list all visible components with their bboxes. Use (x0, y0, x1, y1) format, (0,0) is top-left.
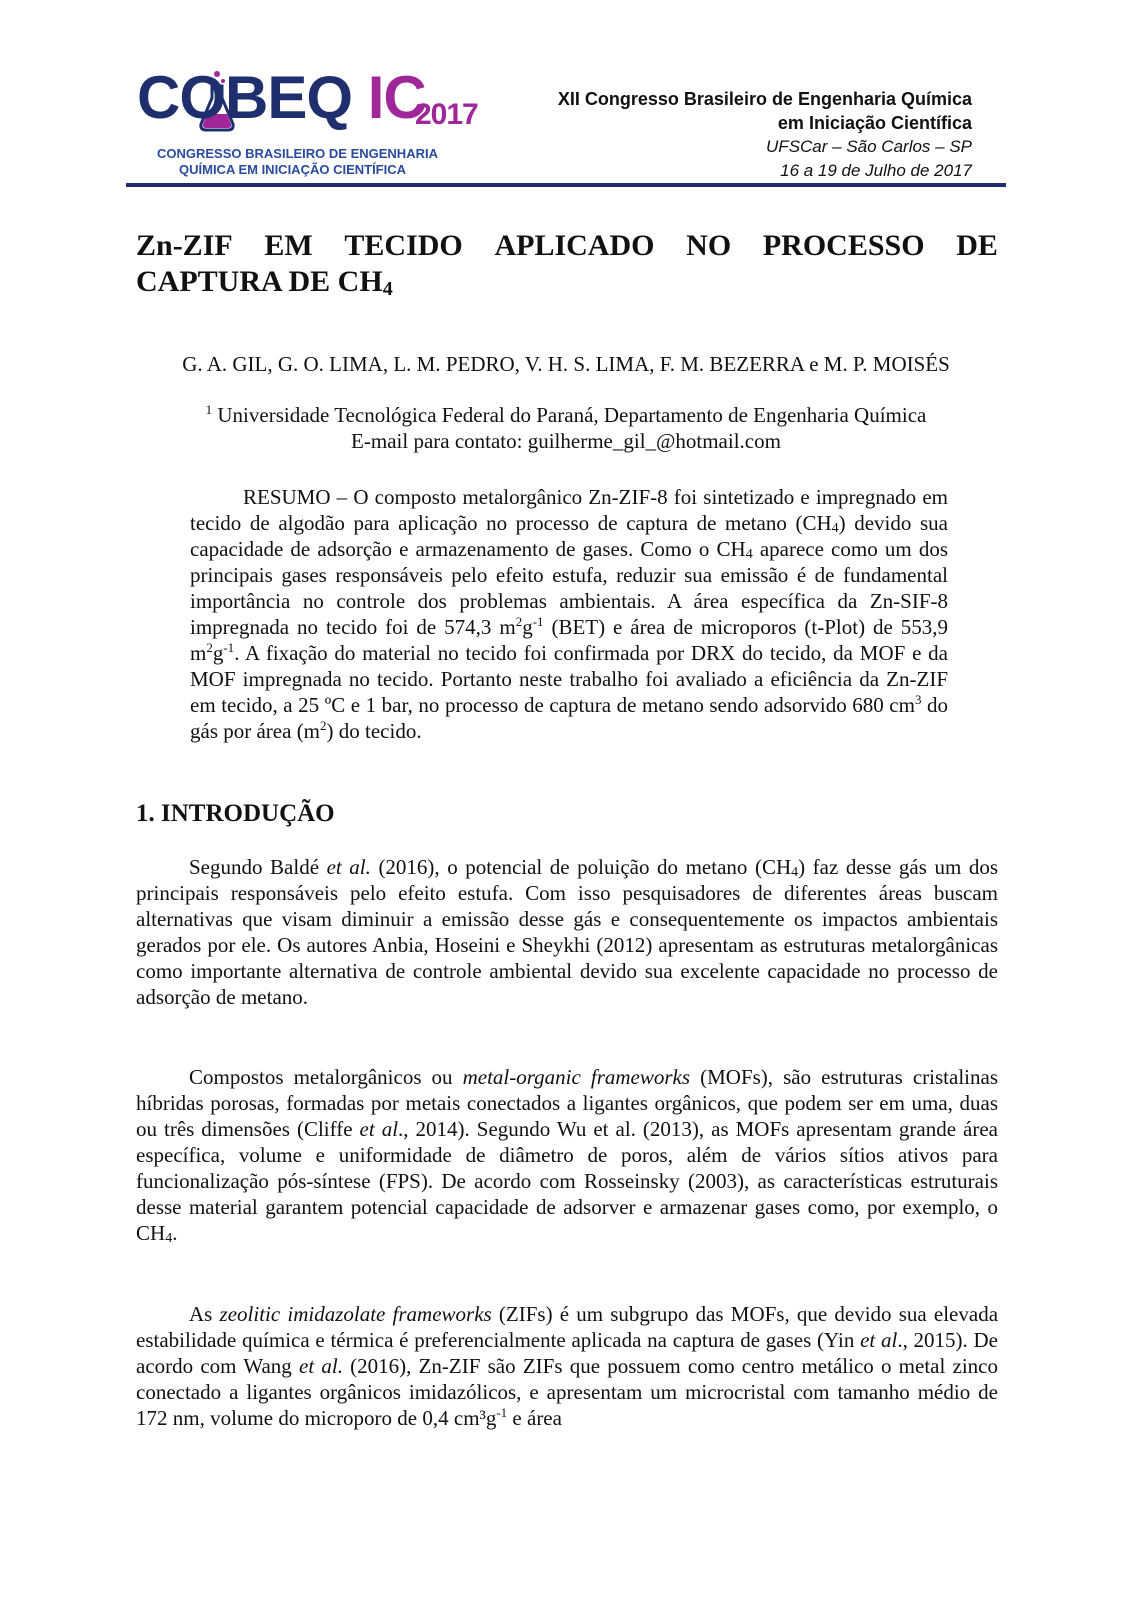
citation-italic: et al. (299, 1354, 343, 1378)
conference-name-line2: em Iniciação Científica (777, 113, 972, 133)
paper-title (136, 228, 998, 300)
header-divider (126, 183, 1006, 187)
superscript: -1 (532, 614, 544, 629)
term-italic: metal-organic frameworks (462, 1065, 691, 1089)
title-word: NO (686, 229, 732, 262)
abstract-text: (BET) e área de microporos (t-Plot) de 553,9 m (190, 615, 948, 665)
logo-word-c: IC (367, 64, 426, 131)
logo-wordmark (137, 64, 426, 131)
paragraph-text: ., 2015). De acordo com Wang (136, 1328, 999, 1378)
logo-tagline-1: CONGRESSO BRASILEIRO DE ENGENHARIA (157, 146, 438, 161)
logo-year: 2017 (415, 98, 478, 131)
superscript: -1 (496, 1405, 508, 1420)
superscript: -1 (223, 640, 235, 655)
paragraph-text: As (189, 1302, 220, 1326)
paragraph-text: . (172, 1221, 178, 1245)
paragraph-text: ) faz desse gás um dos principais responsáveis pelo efeito estufa. Com isso pesquisadores de diferentes áreas buscam alternativas que visam diminuir a emissão desse gás e consequentemente os impactos ambientais gerados por ele. Os autores Anbia, Hoseini e Sheykhi (2012) apresentam as estruturas metalorgânicas como importante alternativa de controle ambiental devido sua excelente capacidade no processo de adsorção de metano. (136, 855, 998, 1009)
title-word: EM (264, 229, 313, 262)
superscript: 2 (320, 718, 327, 733)
affiliation-institution: Universidade Tecnológica Federal do Paraná, Departamento de Engenharia Química (217, 403, 927, 427)
citation-italic: et al. (326, 855, 371, 879)
paragraph-text: ., 2014). Segundo Wu et al. (2013), as MOFs apresentam grande área específica, volume e uniformidade de diâmetro de poros, além de vários sítios ativos para funcionalização pós-síntese (FPS). De acordo com Rosseinsky (2003), as características estruturais desse material garantem potencial capacidade de adsorver e armazenar gases como, por exemplo, o CH (136, 1117, 998, 1245)
paragraph-text: Segundo Baldé (189, 855, 327, 879)
cobeq-logo (137, 64, 478, 180)
citation-italic: et al (359, 1117, 399, 1141)
paragraph-text: (2016), Zn-ZIF são ZIFs que possuem como centro metálico o metal zinco conectado a ligantes orgânicos imidazólicos, e apresentam um microcristal com tamanho médio de 172 nm, volume do microporo de 0,4 cm³g (136, 1354, 999, 1430)
abstract-text: aparece como um dos principais gases responsáveis pelo efeito estufa, reduzir sua emissão é de fundamental importância no controle dos problemas ambientais. A área específica da Zn-SIF-8 impregnada no tecido foi de 574,3 m (190, 537, 948, 639)
title-word: APLICADO (494, 229, 655, 262)
section-heading: 1. INTRODUÇÃO (136, 800, 335, 827)
title-word: PROCESSO (762, 229, 925, 262)
title-line-1 (136, 228, 998, 264)
logo-word-a: CO (137, 64, 225, 131)
conference-info (558, 87, 972, 183)
abstract-text: do gás por área (m (190, 693, 949, 743)
subscript: 4 (165, 1231, 173, 1246)
subscript: 4 (745, 547, 753, 562)
citation-italic: et al (860, 1328, 898, 1352)
title-line-2 (136, 264, 998, 300)
title-word: Zn-ZIF (136, 229, 233, 262)
superscript: 2 (515, 614, 523, 629)
paragraph-text: (2016), o potencial de poluição do metano (CH (370, 855, 792, 879)
conference-name-line1: XII Congresso Brasileiro de Engenharia Química (557, 89, 972, 109)
subscript: 4 (791, 865, 799, 880)
abstract (190, 484, 948, 744)
title-line-2-text: CAPTURA DE CH (136, 265, 383, 298)
title-word: DE (956, 229, 998, 262)
conference-location: UFSCar – São Carlos – SP (766, 137, 972, 156)
logo-word-b: BEQ (225, 64, 353, 131)
conference-dates: 16 a 19 de Julho de 2017 (780, 161, 972, 180)
logo-tagline-2: QUÍMICA EM INICIAÇÃO CIENTÍFICA (179, 162, 407, 177)
subscript: 4 (831, 521, 839, 536)
abstract-text: g (522, 615, 533, 639)
superscript: 2 (206, 640, 213, 655)
paragraph-text: Compostos metalorgânicos ou (189, 1065, 463, 1089)
paragraph-text: (MOFs), são estruturas cristalinas híbridas porosas, formadas por metais conectados a ligantes orgânicos, que podem ser em uma, duas ou três dimensões (Cliffe (136, 1065, 998, 1141)
abstract-text: g (212, 641, 224, 665)
abstract-text: ) do tecido. (326, 719, 422, 743)
paragraph (136, 854, 998, 1010)
term-italic: zeolitic imidazolate frameworks (219, 1302, 492, 1326)
abstract-text: . A fixação do material no tecido foi confirmada por DRX do tecido, da MOF e da MOF impregnada no tecido. Portanto neste trabalho foi avaliado a eficiência da Zn-ZIF em tecido, a 25 ºC e 1 bar, no processo de captura de metano sendo adsorvido 680 cm (190, 641, 948, 717)
title-subscript: 4 (382, 278, 393, 300)
paragraph (136, 1301, 998, 1431)
contact-email: E-mail para contato: guilherme_gil_@hotmail.com (351, 429, 781, 453)
abstract-text: ) devido sua capacidade de adsorção e armazenamento de gases. Como o CH (190, 511, 948, 561)
paragraph (136, 1064, 998, 1246)
affiliation (0, 402, 1132, 454)
paragraph-text: e área (507, 1406, 562, 1430)
abstract-text: RESUMO – O composto metalorgânico Zn-ZIF-8 foi sintetizado e impregnado em tecido de algodão para aplicação no processo de captura de metano (CH (190, 485, 948, 535)
paragraph-text: (ZIFs) é um subgrupo das MOFs, que devido sua elevada estabilidade química e térmica é preferencialmente aplicada na captura de gases (Yin (136, 1302, 999, 1352)
author-list: G. A. GIL, G. O. LIMA, L. M. PEDRO, V. H. S. LIMA, F. M. BEZERRA e M. P. MOISÉS (182, 352, 950, 376)
affiliation-institution-line (0, 402, 1132, 428)
affiliation-marker: 1 (205, 402, 213, 417)
title-word: TECIDO (344, 229, 463, 262)
superscript: 3 (914, 692, 922, 707)
